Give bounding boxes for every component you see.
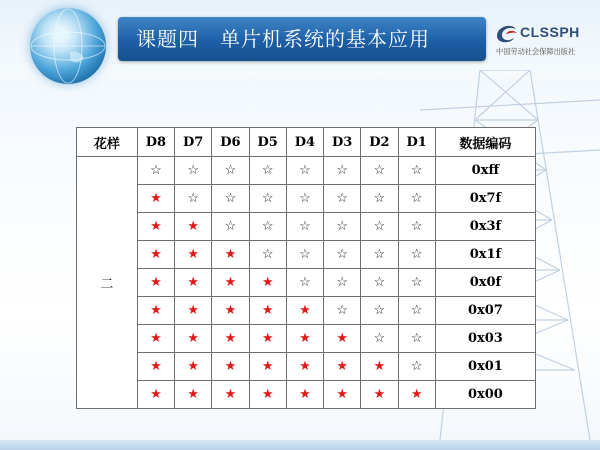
globe-icon	[30, 8, 106, 84]
led-on-star-icon: ★	[175, 325, 212, 353]
led-on-star-icon: ★	[249, 325, 286, 353]
led-off-star-icon: ☆	[286, 185, 323, 213]
led-on-star-icon: ★	[212, 269, 249, 297]
led-off-star-icon: ☆	[398, 185, 435, 213]
led-on-star-icon: ★	[175, 241, 212, 269]
led-off-star-icon: ☆	[361, 297, 398, 325]
led-on-star-icon: ★	[175, 297, 212, 325]
led-off-star-icon: ☆	[361, 185, 398, 213]
led-off-star-icon: ☆	[249, 241, 286, 269]
table-header-row	[77, 128, 536, 157]
led-on-star-icon: ★	[249, 353, 286, 381]
led-on-star-icon: ★	[249, 297, 286, 325]
led-off-star-icon: ☆	[398, 241, 435, 269]
led-off-star-icon: ☆	[361, 269, 398, 297]
header-d3: D3	[324, 128, 361, 157]
led-off-star-icon: ☆	[324, 213, 361, 241]
led-on-star-icon: ★	[212, 353, 249, 381]
led-on-star-icon: ★	[137, 241, 174, 269]
led-on-star-icon: ★	[286, 381, 323, 409]
data-code-cell: 0x01	[435, 353, 535, 381]
led-on-star-icon: ★	[286, 353, 323, 381]
led-off-star-icon: ☆	[324, 241, 361, 269]
table-row	[77, 297, 536, 325]
led-on-star-icon: ★	[137, 353, 174, 381]
led-off-star-icon: ☆	[137, 157, 174, 185]
led-off-star-icon: ☆	[324, 185, 361, 213]
data-code-cell: 0x03	[435, 325, 535, 353]
led-on-star-icon: ★	[249, 381, 286, 409]
data-code-cell: 0x7f	[435, 185, 535, 213]
led-on-star-icon: ★	[324, 381, 361, 409]
table-row	[77, 213, 536, 241]
led-off-star-icon: ☆	[398, 353, 435, 381]
header-d6: D6	[212, 128, 249, 157]
table-row	[77, 185, 536, 213]
data-code-cell: 0x00	[435, 381, 535, 409]
led-off-star-icon: ☆	[175, 185, 212, 213]
led-on-star-icon: ★	[212, 241, 249, 269]
led-on-star-icon: ★	[324, 325, 361, 353]
slide-title: 课题四 单片机系统的基本应用	[136, 27, 430, 51]
table-row	[77, 269, 536, 297]
led-off-star-icon: ☆	[324, 157, 361, 185]
led-off-star-icon: ☆	[324, 297, 361, 325]
led-off-star-icon: ☆	[286, 213, 323, 241]
led-off-star-icon: ☆	[324, 269, 361, 297]
led-on-star-icon: ★	[175, 381, 212, 409]
led-on-star-icon: ★	[212, 297, 249, 325]
led-on-star-icon: ★	[137, 269, 174, 297]
header-data-code: 数据编码	[435, 128, 535, 157]
led-off-star-icon: ☆	[286, 157, 323, 185]
led-on-star-icon: ★	[137, 325, 174, 353]
led-off-star-icon: ☆	[361, 157, 398, 185]
led-on-star-icon: ★	[286, 325, 323, 353]
led-on-star-icon: ★	[398, 381, 435, 409]
led-on-star-icon: ★	[249, 269, 286, 297]
led-off-star-icon: ☆	[398, 213, 435, 241]
led-on-star-icon: ★	[137, 185, 174, 213]
header-d5: D5	[249, 128, 286, 157]
header-d2: D2	[361, 128, 398, 157]
led-off-star-icon: ☆	[175, 157, 212, 185]
header-pattern: 花样	[77, 128, 138, 157]
led-on-star-icon: ★	[175, 213, 212, 241]
logo-name: CLSSPH	[520, 24, 580, 40]
led-off-star-icon: ☆	[249, 213, 286, 241]
led-on-star-icon: ★	[137, 297, 174, 325]
table-row	[77, 241, 536, 269]
led-off-star-icon: ☆	[212, 157, 249, 185]
logo-swirl-icon	[494, 22, 520, 46]
table-row	[77, 157, 536, 185]
led-off-star-icon: ☆	[398, 297, 435, 325]
data-code-cell: 0x1f	[435, 241, 535, 269]
led-off-star-icon: ☆	[286, 269, 323, 297]
led-on-star-icon: ★	[361, 381, 398, 409]
header-d8: D8	[137, 128, 174, 157]
data-code-cell: 0x3f	[435, 213, 535, 241]
data-code-cell: 0x07	[435, 297, 535, 325]
led-off-star-icon: ☆	[212, 185, 249, 213]
led-off-star-icon: ☆	[398, 269, 435, 297]
slide-title-bar	[118, 17, 486, 61]
pattern-label-cell: 二	[77, 157, 138, 409]
table-row	[77, 325, 536, 353]
led-on-star-icon: ★	[175, 353, 212, 381]
table-row	[77, 353, 536, 381]
led-on-star-icon: ★	[212, 381, 249, 409]
header-d4: D4	[286, 128, 323, 157]
led-off-star-icon: ☆	[361, 241, 398, 269]
led-pattern-table	[76, 127, 536, 409]
logo-subtitle: 中国劳动社会保障出版社	[496, 47, 576, 56]
led-on-star-icon: ★	[324, 353, 361, 381]
publisher-logo	[494, 22, 594, 62]
table-body	[77, 157, 536, 409]
led-off-star-icon: ☆	[398, 157, 435, 185]
led-on-star-icon: ★	[361, 353, 398, 381]
led-off-star-icon: ☆	[361, 213, 398, 241]
led-on-star-icon: ★	[286, 297, 323, 325]
led-off-star-icon: ☆	[398, 325, 435, 353]
led-off-star-icon: ☆	[286, 241, 323, 269]
data-code-cell: 0x0f	[435, 269, 535, 297]
header-d7: D7	[175, 128, 212, 157]
header-d1: D1	[398, 128, 435, 157]
led-on-star-icon: ★	[137, 381, 174, 409]
footer-band	[0, 440, 600, 450]
led-off-star-icon: ☆	[212, 213, 249, 241]
led-off-star-icon: ☆	[361, 325, 398, 353]
led-on-star-icon: ★	[137, 213, 174, 241]
led-on-star-icon: ★	[175, 269, 212, 297]
led-on-star-icon: ★	[212, 325, 249, 353]
led-off-star-icon: ☆	[249, 185, 286, 213]
data-code-cell: 0xff	[435, 157, 535, 185]
table-row	[77, 381, 536, 409]
led-off-star-icon: ☆	[249, 157, 286, 185]
